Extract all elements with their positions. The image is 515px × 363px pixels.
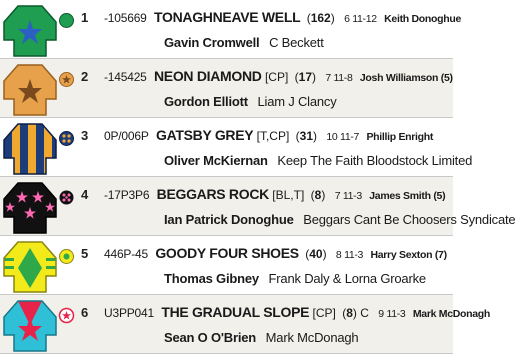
form-figures: 0P/006P [104, 129, 149, 143]
runner-number: 3 [81, 128, 89, 143]
runner-card[interactable] [0, 118, 473, 177]
connections-line [164, 34, 324, 52]
trainer-name[interactable]: Sean O O'Brien [164, 330, 257, 345]
owner-name: Liam J Clancy [257, 94, 337, 109]
runner-line: -145425 NEON DIAMOND [CP] (17) 7 11-8 Josh Williamson (5) [104, 68, 453, 84]
cap-icon [58, 248, 75, 265]
horse-name[interactable]: TONAGHNEAVE WELL [153, 9, 301, 25]
form-figures: U3PP041 [104, 306, 154, 320]
runner-number: 5 [81, 246, 89, 261]
rating: 17 [298, 70, 312, 84]
cap-icon [58, 130, 75, 147]
age-weight: 6 11-12 [344, 13, 377, 25]
form-figures: -145425 [104, 70, 147, 84]
cap-icon [58, 12, 75, 29]
form-figures: -105669 [104, 11, 147, 25]
jockey-silks-icon [0, 118, 60, 176]
owner-name: Keep The Faith Bloodstock Limited [277, 153, 473, 168]
runner-line: -17P3P6 BEGGARS ROCK [BL,T] (8) 7 11-3 James Smith (5) [104, 186, 446, 202]
runner-line: U3PP041 THE GRADUAL SLOPE [CP] (8) C 9 11-3 Mark McDonagh [104, 304, 491, 320]
rating: 162 [310, 11, 331, 25]
form-figures: 446P-45 [104, 247, 148, 261]
runner-card[interactable] [0, 177, 515, 236]
jockey-silks-icon [0, 295, 60, 353]
runner-number: 6 [81, 305, 89, 320]
runner-card[interactable] [0, 0, 462, 59]
age-weight: 7 11-8 [325, 72, 353, 84]
jockey-name[interactable]: Harry Sexton (7) [370, 249, 447, 261]
cap-icon [58, 71, 75, 88]
age-weight: 9 11-3 [378, 308, 406, 320]
horse-name[interactable]: BEGGARS ROCK [156, 186, 269, 202]
horse-name[interactable]: THE GRADUAL SLOPE [161, 304, 310, 320]
headgear: [T,CP] [256, 129, 290, 143]
form-figures: -17P3P6 [104, 188, 150, 202]
jockey-silks-icon [0, 236, 60, 294]
jockey-name[interactable]: Mark McDonagh [412, 308, 491, 320]
owner-name: Frank Daly & Lorna Groarke [268, 271, 426, 286]
owner-name: Beggars Cant Be Choosers Syndicate [303, 212, 515, 227]
rating: 8 [346, 306, 353, 320]
rating: 40 [309, 247, 323, 261]
jockey-silks-icon [0, 0, 60, 58]
owner-name: C Beckett [269, 35, 324, 50]
runner-card[interactable] [0, 236, 453, 295]
connections-line [164, 329, 358, 347]
age-weight: 8 11-3 [335, 249, 364, 261]
runner-number: 1 [81, 10, 89, 25]
rating: 8 [314, 188, 322, 202]
connections-line [164, 93, 337, 111]
runner-line: 0P/006P GATSBY GREY [T,CP] (31) 10 11-7 Phillip Enright [104, 127, 434, 143]
runner-line: 446P-45 GOODY FOUR SHOES (40) 8 11-3 Harry Sexton (7) [104, 245, 447, 261]
age-weight: 7 11-3 [334, 190, 362, 202]
runner-card[interactable] [0, 59, 453, 118]
trainer-name[interactable]: Gavin Cromwell [164, 35, 260, 50]
cap-icon [58, 189, 75, 206]
jockey-silks-icon [0, 59, 60, 117]
jockey-silks-icon [0, 177, 60, 235]
runner-number: 2 [81, 69, 89, 84]
connections-line [164, 152, 472, 170]
rating: 31 [299, 129, 314, 143]
cap-icon [58, 307, 75, 324]
connections-line [164, 211, 515, 229]
jockey-name[interactable]: James Smith (5) [369, 190, 446, 202]
headgear: [CP] [312, 306, 336, 320]
jockey-name[interactable]: Keith Donoghue [384, 13, 462, 25]
trainer-name[interactable]: Thomas Gibney [164, 271, 259, 286]
owner-name: Mark McDonagh [265, 330, 359, 345]
headgear: [BL,T] [272, 188, 305, 202]
runner-line: -105669 TONAGHNEAVE WELL (162) 6 11-12 Keith Donoghue [104, 9, 462, 25]
connections-line [164, 270, 426, 288]
trainer-name[interactable]: Ian Patrick Donoghue [164, 212, 294, 227]
runner-card[interactable] [0, 295, 491, 354]
headgear: [CP] [264, 70, 289, 84]
horse-name[interactable]: GATSBY GREY [155, 127, 254, 143]
jockey-name[interactable]: Phillip Enright [366, 131, 434, 143]
jockey-name[interactable]: Josh Williamson (5) [359, 72, 453, 84]
horse-name[interactable]: NEON DIAMOND [153, 68, 262, 84]
trainer-name[interactable]: Oliver McKiernan [164, 153, 268, 168]
runner-number: 4 [81, 187, 89, 202]
horse-name[interactable]: GOODY FOUR SHOES [155, 245, 299, 261]
age-weight: 10 11-7 [326, 131, 360, 143]
trainer-name[interactable]: Gordon Elliott [164, 94, 248, 109]
course-winner-flag: C [360, 306, 369, 320]
